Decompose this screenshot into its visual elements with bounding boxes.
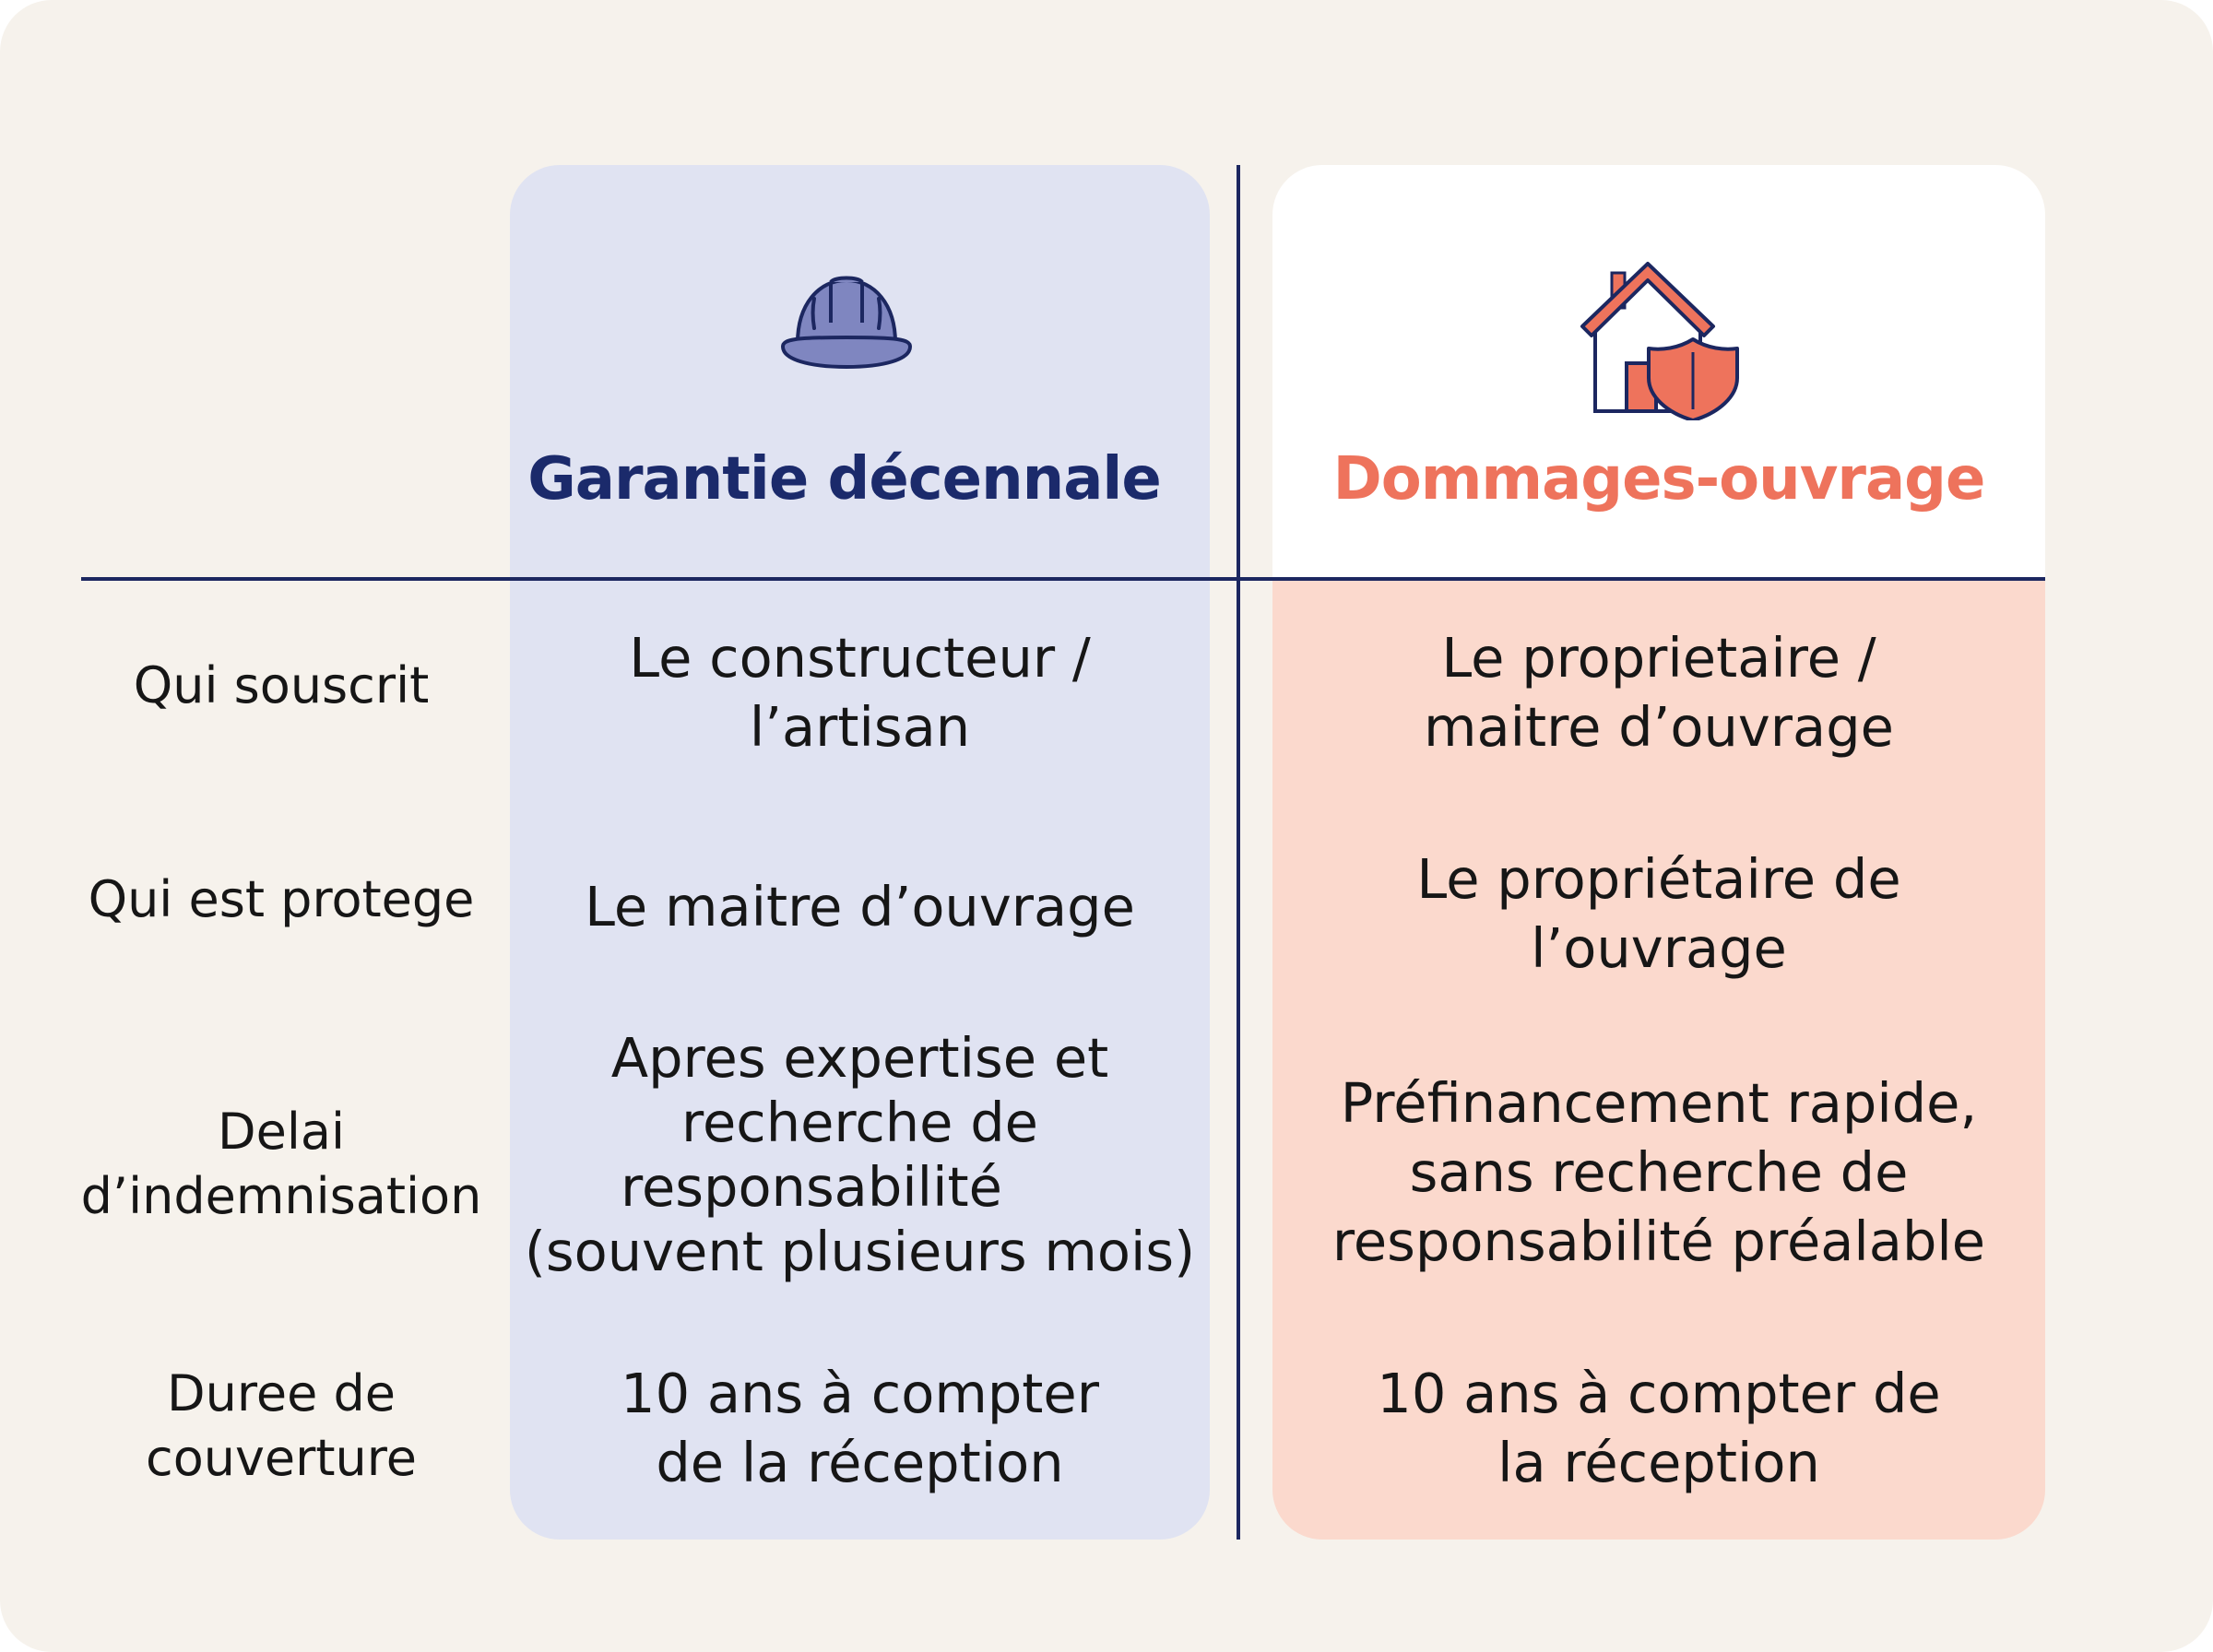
- cell-dommages-duree: 10 ans à compter de la réception: [1377, 1362, 1941, 1494]
- cell-dommages-delai: Préfinancement rapide, sans recherche de responsabilité préalable: [1331, 1071, 1986, 1273]
- cell-decennale-duree: 10 ans à compter de la réception: [621, 1362, 1099, 1494]
- row-label-qui-souscrit: Qui souscrit: [133, 656, 430, 714]
- hard-hat-icon: [777, 267, 916, 376]
- row-label-delai-indemnisation: Delai d’indemnisation: [80, 1103, 482, 1225]
- cell-dommages-qui-est-protege: Le propriétaire de l’ouvrage: [1416, 847, 1901, 980]
- header-divider: [81, 577, 2045, 581]
- house-shield-icon: [1579, 256, 1741, 420]
- cell-decennale-delai: Apres expertise et recherche de responsabilité (souvent plusieurs mois): [524, 1026, 1196, 1283]
- row-label-duree-couverture: Duree de couverture: [146, 1364, 417, 1487]
- cell-decennale-qui-est-protege: Le maitre d’ouvrage: [585, 875, 1135, 938]
- decennale-title: Garantie décennale: [527, 445, 1161, 513]
- dommages-ouvrage-title: Dommages-ouvrage: [1332, 445, 1985, 513]
- cell-dommages-qui-souscrit: Le proprietaire / maitre d’ouvrage: [1424, 626, 1894, 759]
- row-label-qui-est-protege: Qui est protege: [88, 870, 475, 928]
- cell-decennale-qui-souscrit: Le constructeur / l’artisan: [629, 626, 1091, 759]
- column-divider: [1237, 165, 1240, 1540]
